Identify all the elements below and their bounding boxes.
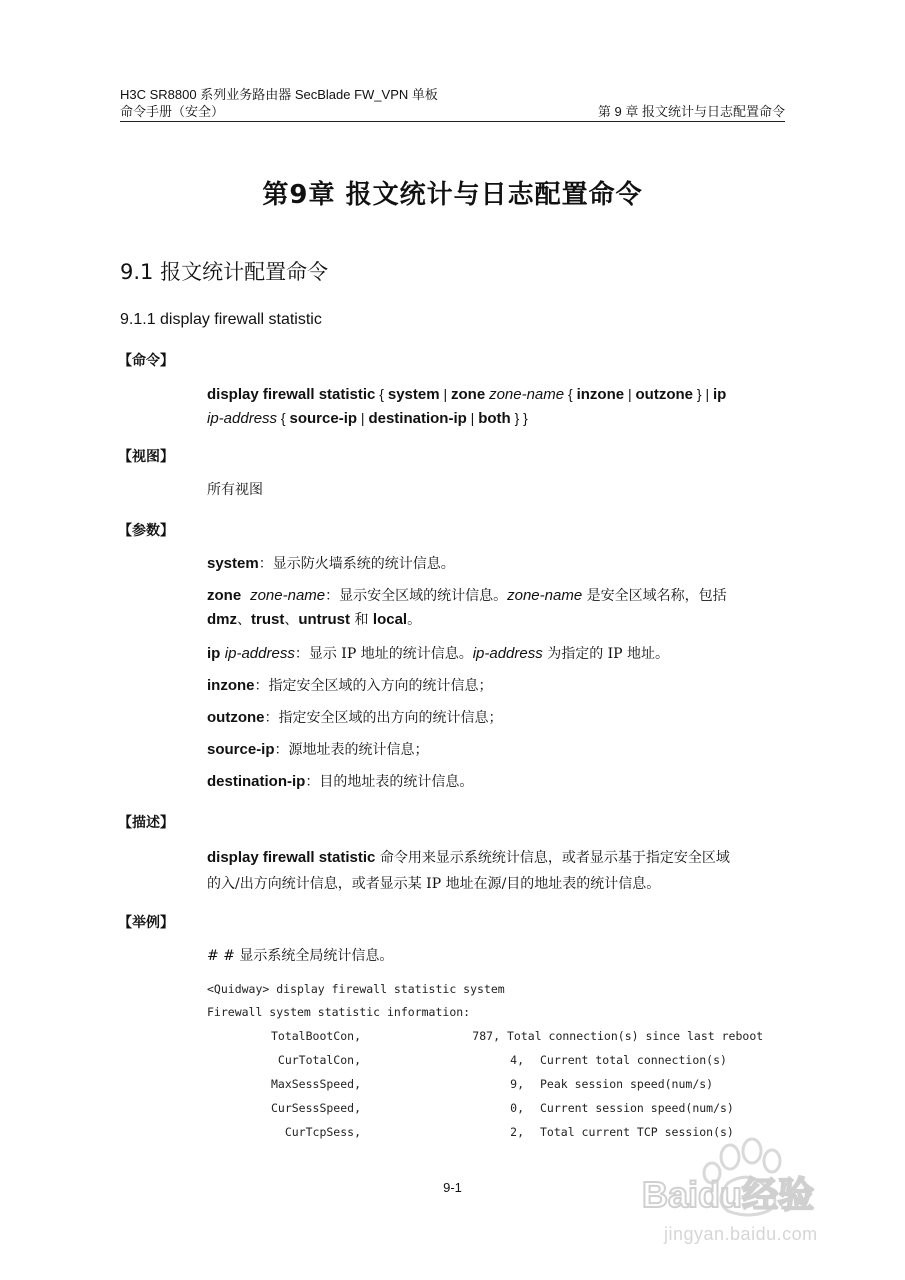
cmd-part: { <box>277 410 290 426</box>
param-sep: 和 <box>350 612 373 628</box>
cmd-part: } | <box>693 386 713 402</box>
stat-value: 2, <box>510 1125 524 1139</box>
stat-text: Current total connection(s) <box>540 1053 727 1067</box>
cmd-part: both <box>478 410 511 427</box>
cmd-part: ip-address <box>207 410 278 427</box>
param-desc: 是安全区域名称，包括 <box>582 588 727 604</box>
desc-line: 命令用来显示系统统计信息，或者显示基于指定安全区域 <box>375 850 730 866</box>
param-keyword: ip <box>207 645 221 662</box>
param-keyword: inzone <box>207 677 255 694</box>
cmd-part: | <box>624 386 636 402</box>
stat-value: 4, <box>510 1053 524 1067</box>
cmd-part: | <box>466 410 479 426</box>
param-inzone <box>207 674 787 698</box>
param-value: local <box>372 611 408 628</box>
command-syntax <box>207 383 787 431</box>
param-desc: ：显示 IP 地址的统计信息。 <box>294 646 473 662</box>
watermark-url: jingyan.baidu.com <box>664 1224 818 1244</box>
stat-name: TotalBootCon, <box>270 1029 361 1043</box>
code-prompt: <Quidway> display firewall statistic system <box>207 982 505 996</box>
baidu-paw-icon <box>640 1135 860 1275</box>
param-keyword: outzone <box>207 709 265 726</box>
stat-name: CurTcpSess, <box>284 1125 361 1139</box>
cmd-part: | <box>357 410 369 426</box>
param-desc: ：目的地址表的统计信息。 <box>305 774 474 790</box>
cmd-part: zone <box>451 386 486 403</box>
param-arg: zone-name <box>250 587 326 604</box>
cmd-part: outzone <box>635 386 693 403</box>
param-value: untrust <box>298 611 351 628</box>
param-keyword: source-ip <box>207 741 275 758</box>
cmd-part: | <box>439 386 451 402</box>
param-keyword: destination-ip <box>207 773 306 790</box>
section-title: 9.1 报文统计配置命令 <box>120 260 329 284</box>
param-desc: ：指定安全区域的出方向的统计信息； <box>264 710 503 726</box>
param-desc: ：显示防火墙系统的统计信息。 <box>258 556 455 572</box>
stat-text: Total current TCP session(s) <box>540 1125 734 1139</box>
param-system <box>207 552 787 576</box>
label-command: 【命令】 <box>118 353 174 369</box>
param-sep: 。 <box>407 612 422 628</box>
chapter-title: 第9章 报文统计与日志配置命令 <box>262 180 643 210</box>
description-text <box>207 845 787 897</box>
param-sep: 、 <box>237 612 251 628</box>
desc-line: 的入/出方向统计信息，或者显示某 IP 地址在源/目的地址表的统计信息。 <box>207 876 661 892</box>
cmd-part: zone-name <box>489 386 565 403</box>
param-value: trust <box>251 611 285 628</box>
param-arg: ip-address <box>472 645 543 662</box>
cmd-part: system <box>387 386 440 403</box>
param-sep: 、 <box>284 612 299 628</box>
stat-name: MaxSessSpeed, <box>270 1077 361 1091</box>
param-keyword: system <box>207 555 259 572</box>
stat-name: CurSessSpeed, <box>270 1101 361 1115</box>
param-ip <box>207 642 787 666</box>
example-caption: # # 显示系统全局统计信息。 <box>207 948 394 964</box>
param-value: dmz <box>207 611 237 628</box>
param-outzone <box>207 706 787 730</box>
stat-text: Peak session speed(num/s) <box>540 1077 714 1091</box>
param-desc: 为指定的 IP 地址。 <box>542 646 670 662</box>
desc-keyword: display firewall statistic <box>207 849 376 866</box>
cmd-part: destination-ip <box>368 410 467 427</box>
header-chapter-name: 第 9 章 报文统计与日志配置命令 <box>597 104 785 119</box>
param-desc: ：指定安全区域的入方向的统计信息； <box>254 678 493 694</box>
page-number: 9-1 <box>443 1180 462 1195</box>
view-text: 所有视图 <box>207 482 263 498</box>
label-view: 【视图】 <box>118 449 174 465</box>
param-source-ip <box>207 738 787 762</box>
cmd-part: ip <box>712 386 727 403</box>
cmd-part: { <box>375 386 388 402</box>
param-arg: zone-name <box>507 587 583 604</box>
cmd-part: inzone <box>576 386 625 403</box>
param-desc: ：源地址表的统计信息； <box>274 742 429 758</box>
param-arg: ip-address <box>224 645 295 662</box>
stat-text: Total connection(s) since last reboot <box>507 1029 764 1043</box>
stat-value: 0, <box>510 1101 524 1115</box>
cmd-part: display firewall statistic <box>207 386 376 403</box>
subsection-title: 9.1.1 display firewall statistic <box>120 311 322 328</box>
cmd-part: source-ip <box>289 410 358 427</box>
header-manual-name: 命令手册（安全） <box>120 104 225 119</box>
stat-value: 787, <box>472 1029 500 1043</box>
label-description: 【描述】 <box>118 815 174 831</box>
stat-name: CurTotalCon, <box>277 1053 361 1067</box>
label-example: 【举例】 <box>118 915 174 931</box>
code-info-line: Firewall system statistic information: <box>207 1005 471 1019</box>
stat-value: 9, <box>510 1077 524 1091</box>
cmd-part: { <box>564 386 577 402</box>
label-params: 【参数】 <box>118 523 174 539</box>
param-keyword: zone <box>207 587 242 604</box>
watermark-brand: Baidu经验 <box>642 1174 815 1215</box>
header-product-line: H3C SR8800 系列业务路由器 SecBlade FW_VPN 单板 <box>120 87 438 102</box>
param-destination-ip <box>207 770 787 794</box>
cmd-part: } } <box>510 410 528 426</box>
stat-text: Current session speed(num/s) <box>540 1101 734 1115</box>
param-zone <box>207 584 787 632</box>
param-desc: ：显示安全区域的统计信息。 <box>325 588 508 604</box>
header-rule <box>120 121 785 122</box>
